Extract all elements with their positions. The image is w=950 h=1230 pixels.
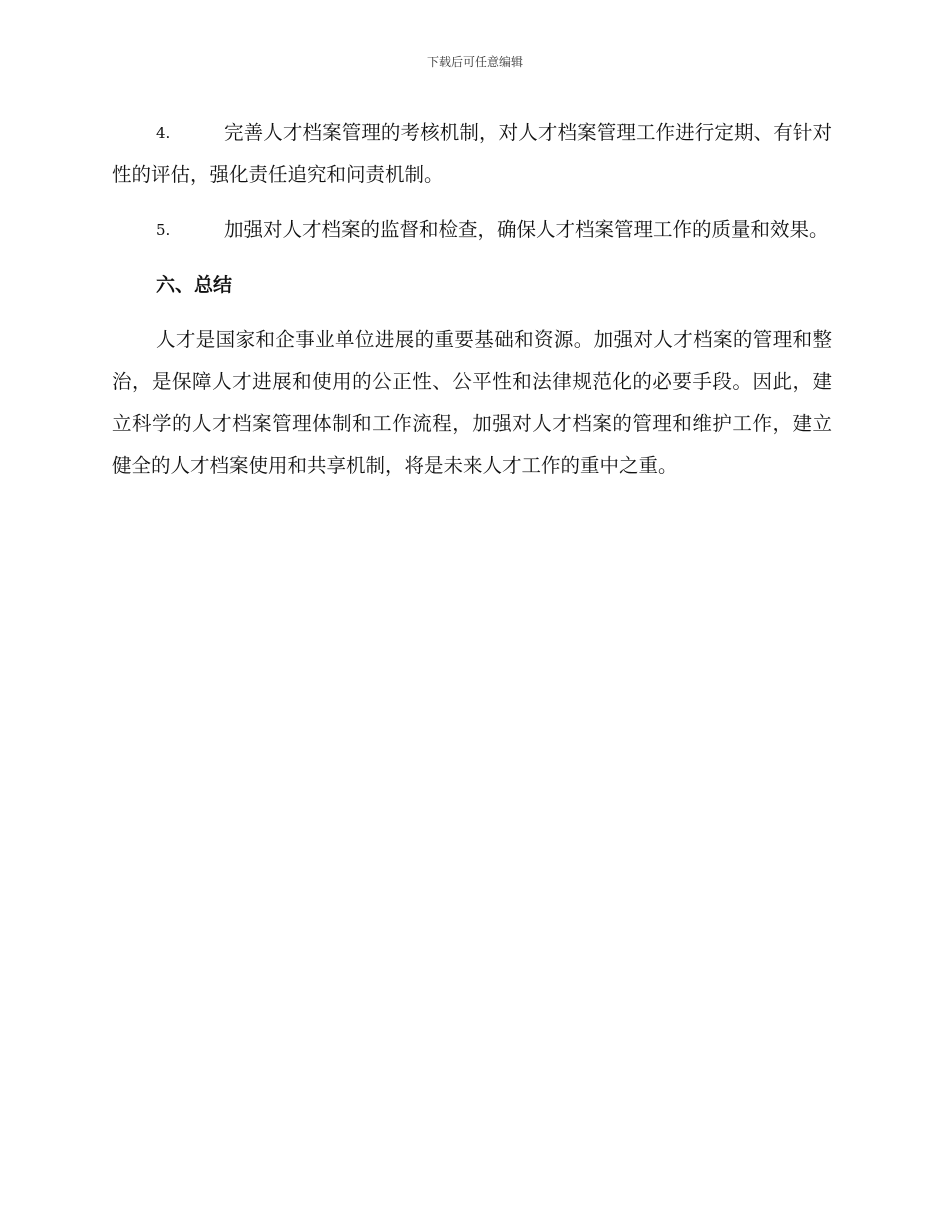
document-body <box>112 112 832 487</box>
list-item-text: 加强对人才档案的监督和检查，确保人才档案管理工作的质量和效果。 <box>224 218 829 241</box>
list-number: 5. <box>156 221 171 239</box>
list-number: 4. <box>156 124 171 142</box>
list-item-5 <box>112 209 832 251</box>
summary-paragraph: 人才是国家和企事业单位进展的重要基础和资源。加强对人才档案的管理和整治，是保障人才进展和使用的公正性、公平性和法律规范化的必要手段。因此，建立科学的人才档案管理体制和工作流程，加强对人才档案的管理和维护工作，建立健全的人才档案使用和共享机制，将是未来人才工作的重中之重。 <box>112 328 832 477</box>
section-heading: 六、总结 <box>156 274 233 296</box>
page-header: 下载后可任意编辑 <box>426 55 523 69</box>
list-item-4 <box>112 112 832 196</box>
list-item-text: 完善人才档案管理的考核机制，对人才档案管理工作进行定期、有针对性的评估，强化责任追究和问责机制。 <box>112 121 832 186</box>
